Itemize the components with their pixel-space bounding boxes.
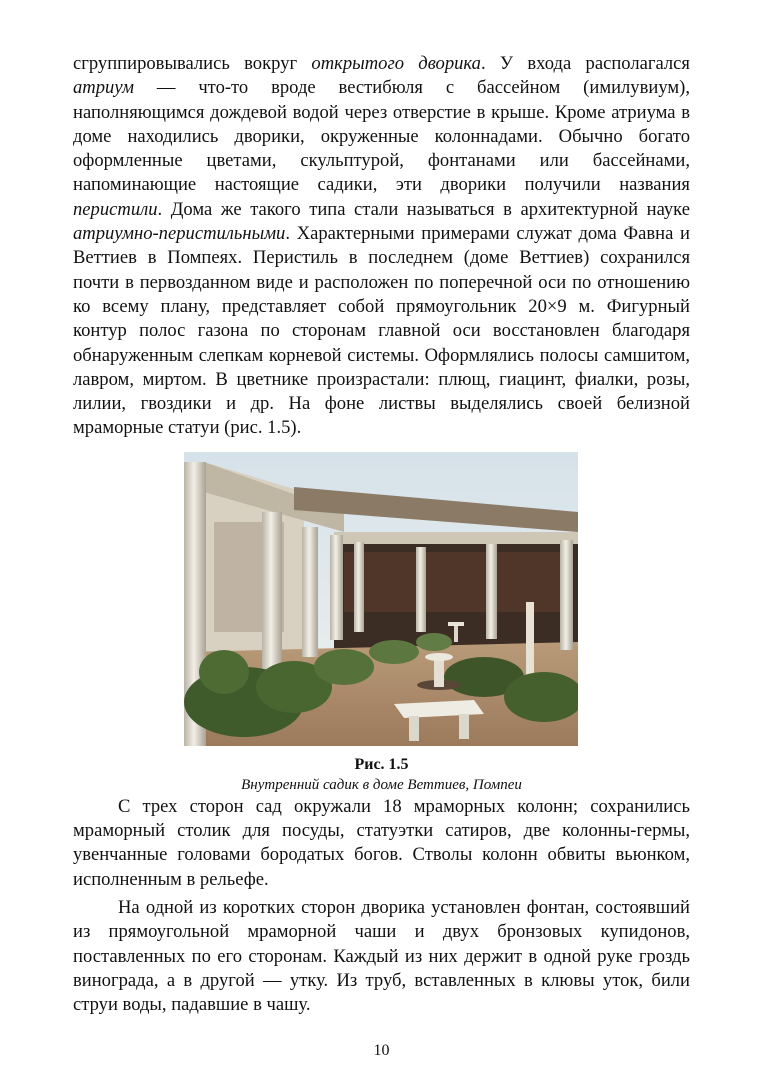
figure-caption: Внутренний садик в доме Веттиев, Помпеи	[241, 776, 522, 793]
term-peristyle: перистили	[73, 198, 158, 220]
figure-number: Рис. 1.5	[354, 755, 409, 773]
page-content	[73, 52, 690, 1017]
garden-photo	[184, 452, 578, 746]
figure	[73, 452, 690, 795]
term-atrium-peristyle: атриумно-перистильными	[73, 223, 286, 245]
paragraph-3: На одной из коротких сторон дворика установлен фонтан, состоявший из прямоугольной мраморной чаши и двух бронзовых купидонов, поставленных по его сторонам. Каждый из них держит в одной руке гроздь винограда, а в другой — утку. Из труб, вставленных в клювы уток, били струи воды, падавшие в чашу.	[73, 896, 690, 1016]
page-number: 10	[373, 1042, 390, 1059]
term-atrium: атриум	[73, 77, 134, 99]
term-open-courtyard: открытого дворика	[311, 53, 481, 74]
paragraph-2: С трех сторон сад окружали 18 мраморных колонн; сохранились мраморный столик для посуды, статуэтки сатиров, две колонны-гермы, увенчанные головами бородатых богов. Стволы колонн обвиты вьюнком, исполненным в рельефе.	[73, 795, 690, 890]
paragraph-1: сгруппировывались вокруг открытого дворика. У входа располагался атриум — что-то вроде вестибюля с бассейном (имилувиум), наполняющимся дождевой водой через отверстие в крыше. Кроме атриума в доме находились дворики, окруженные колоннадами. Обычно богато оформленные цветами, скульптурой, фонтанами или бассейнами, напоминающие настоящие садики, эти дворики получили названия перистили. Дома же такого типа стали называться в архитектурной науке атриумно-перистильными. Характерными примерами служат дома Фавна и Веттиев в Помпеях. Перистиль в последнем (доме Веттиев) сохранился почти в первозданном виде и расположен по поперечной оси по отношению ко всему плану, представляет собой прямоугольник 20×9 м. Фигурный контур полос газона по сторонам главной оси восстановлен благодаря обнаруженным слепкам корневой системы. Оформлялись полосы самшитом, лавром, миртом. В цветнике произрастали: плющ, гиацинт, фиалки, розы, лилии, гвоздики и др. На фоне листвы выделялись своей белизной мраморные статуи (рис. 1.5).	[73, 53, 690, 439]
